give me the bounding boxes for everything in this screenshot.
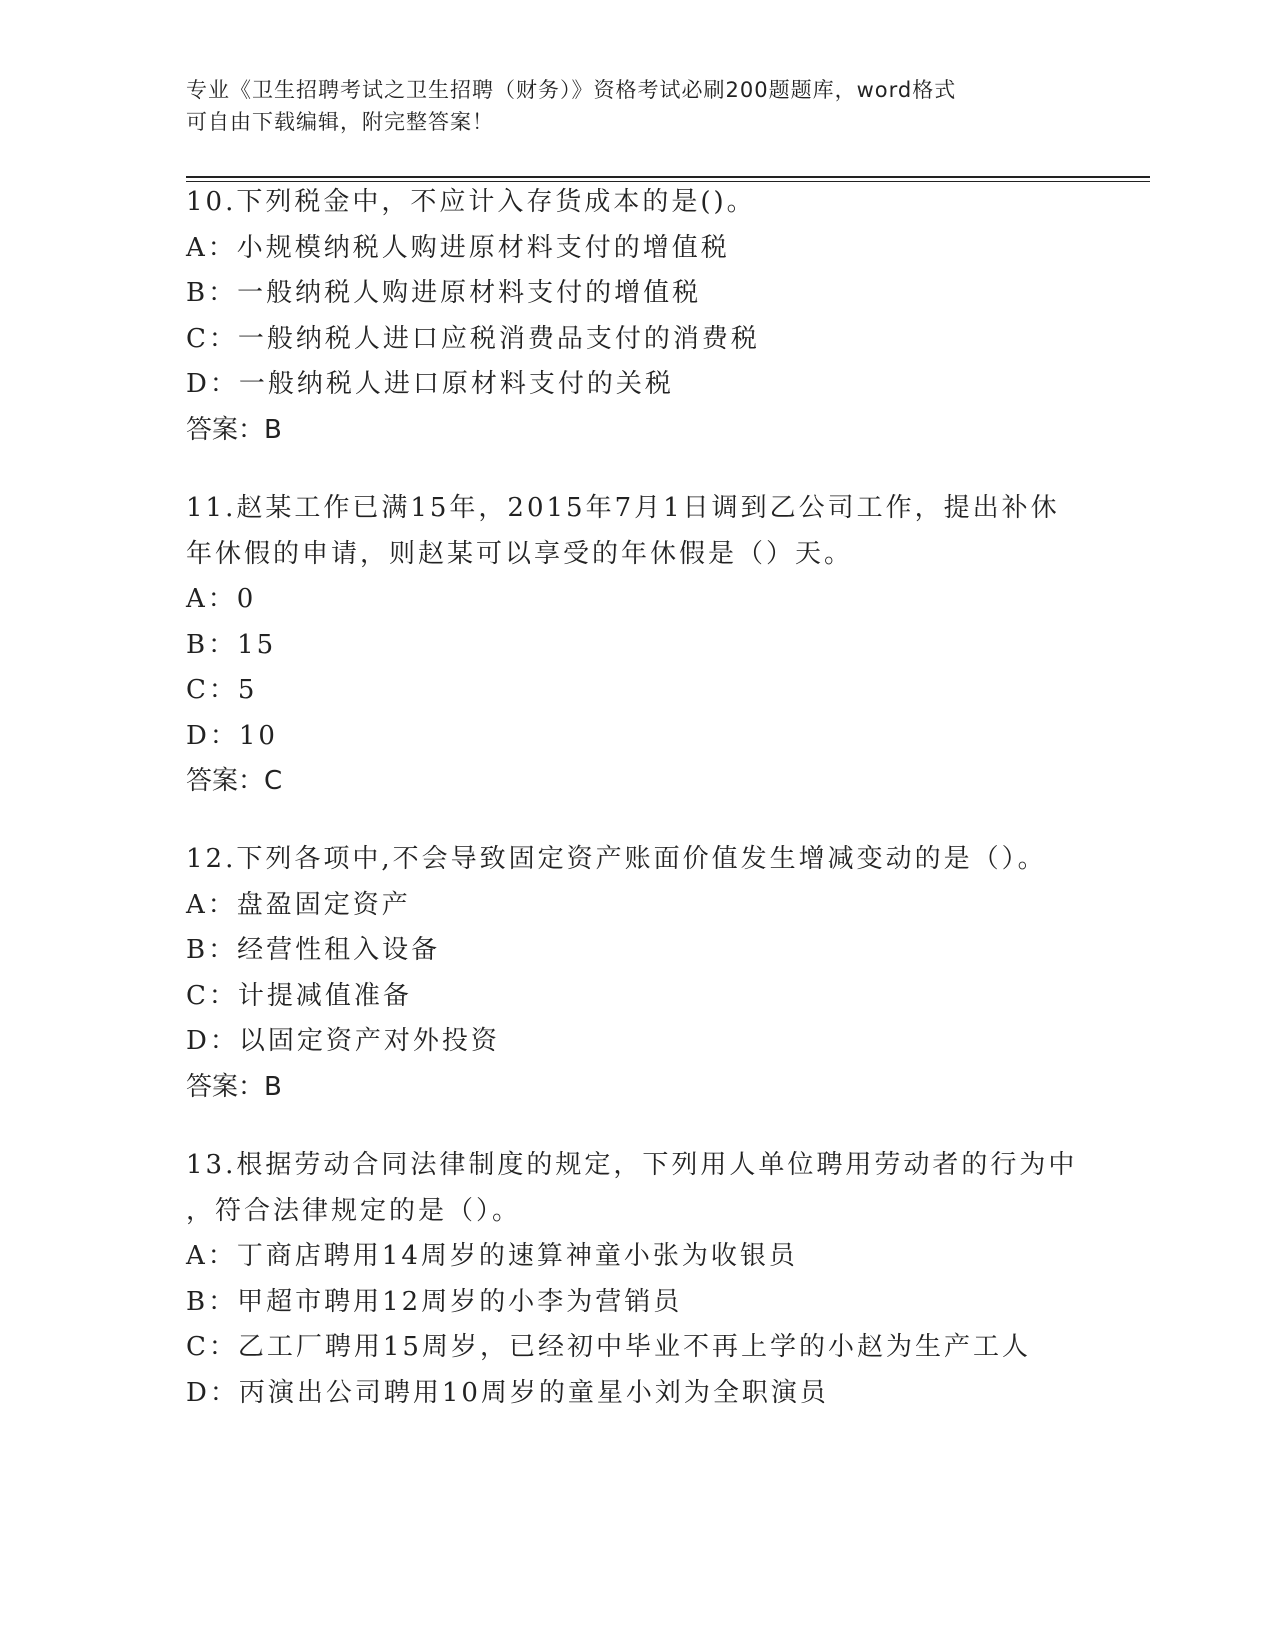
answer: 答案：B: [186, 1071, 282, 1102]
option-c: C：乙工厂聘用15周岁，已经初中毕业不再上学的小赵为生产工人: [186, 1332, 1031, 1362]
document-header: [186, 74, 1086, 138]
option-d: D：一般纳税人进口原材料支付的关税: [186, 369, 674, 399]
option-d: D：以固定资产对外投资: [186, 1026, 500, 1056]
option-d: D：10: [186, 720, 278, 751]
question-stem-line-1: 13.根据劳动合同法律制度的规定，下列用人单位聘用劳动者的行为中: [186, 1150, 1078, 1180]
question-stem-line-1: 11.赵某工作已满15年，2015年7月1日调到乙公司工作，提出补休: [186, 493, 1060, 523]
option-b: B：一般纳税人购进原材料支付的增值税: [186, 278, 702, 308]
question-stem-line-2: ，符合法律规定的是（）。: [186, 1195, 522, 1226]
question-stem: 10.下列税金中，不应计入存货成本的是()。: [186, 187, 756, 217]
question-11: [186, 486, 1086, 805]
answer: 答案：B: [186, 414, 282, 445]
option-a: A：盘盈固定资产: [186, 889, 411, 920]
question-13: [186, 1143, 1086, 1416]
option-b: B：甲超市聘用12周岁的小李为营销员: [186, 1286, 683, 1317]
answer: 答案：C: [186, 766, 283, 796]
option-a: A：丁商店聘用14周岁的速算神童小张为收银员: [186, 1241, 798, 1271]
option-b: B：经营性租入设备: [186, 935, 441, 965]
header-divider-thick: [186, 176, 1150, 178]
option-b: B：15: [186, 629, 277, 660]
header-line-2: 可自由下载编辑，附完整答案！: [186, 110, 494, 134]
question-stem: 12.下列各项中,不会导致固定资产账面价值发生增减变动的是（）。: [186, 844, 1047, 874]
option-c: C：计提减值准备: [186, 980, 412, 1011]
option-d: D：丙演出公司聘用10周岁的童星小刘为全职演员: [186, 1377, 829, 1408]
option-a: A：小规模纳税人购进原材料支付的增值税: [186, 232, 730, 263]
option-a: A：0: [186, 584, 257, 614]
question-stem-line-2: 年休假的申请，则赵某可以享受的年休假是（）天。: [186, 538, 854, 569]
option-c: C：5: [186, 675, 258, 705]
option-c: C：一般纳税人进口应税消费品支付的消费税: [186, 323, 760, 354]
header-line-1: 专业《卫生招聘考试之卫生招聘（财务）》资格考试必刷200题题库，word格式: [186, 78, 957, 102]
question-10: [186, 180, 1086, 453]
question-12: [186, 837, 1086, 1110]
